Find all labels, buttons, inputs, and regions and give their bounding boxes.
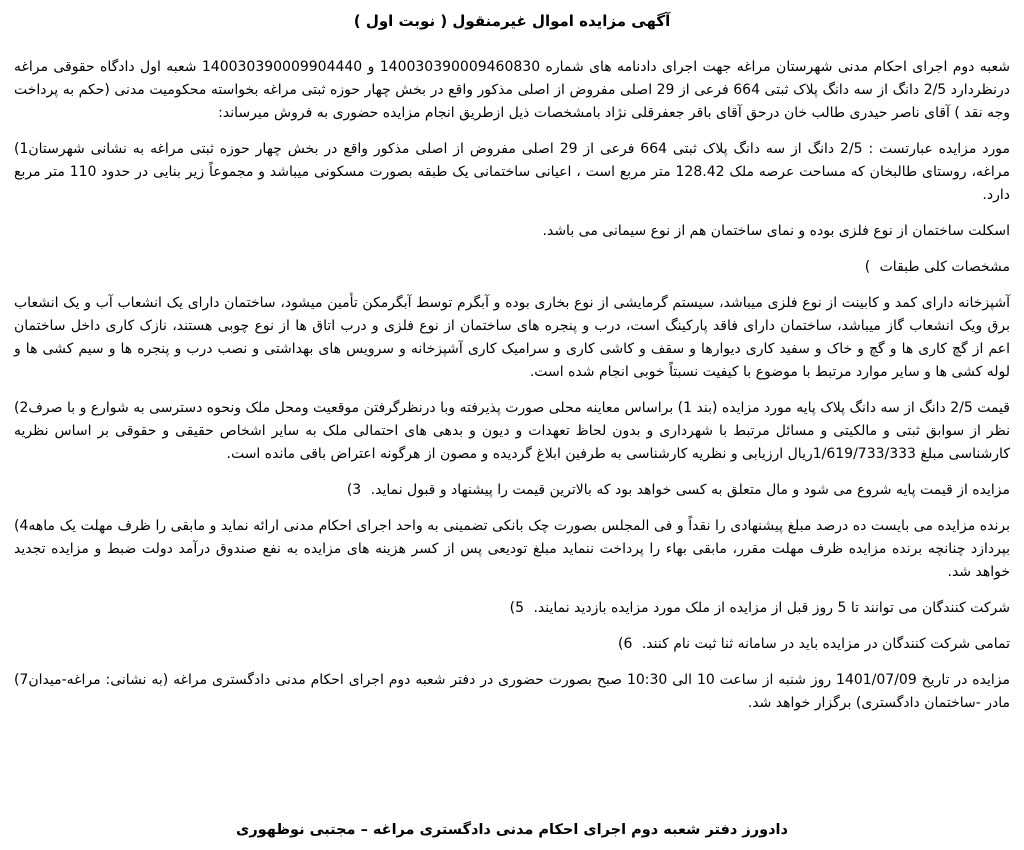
floors-heading-marker: ( [864, 259, 871, 275]
auction-item-3 [14, 479, 1010, 502]
auction-item-5 [14, 597, 1010, 620]
signature-line: دادورز دفتر شعبه دوم اجرای احکام مدنی دادگستری مراغه – مجتبی نوظهوری [236, 822, 788, 838]
paragraph-text: قیمت 2/5 دانگ از سه دانگ پلاک پایه مورد مزایده (بند 1) براساس معاینه محلی صورت پذیرفته وبا درنظرگرفتن موقعیت ومحل ملک ونحوه دسترسی به شوارع و با صرف نظر از سوابق ثبتی و مالکیتی و مسائل مرتبط با شهرداری و بدون لحاظ تعهدات و دیون و بدهی های احتمالی ملک به سایر اشخاص حقیقی و حقوقی بر اساس نظریه کارشناسی مبلغ 1/619/733/333ریال ارزیابی و نظریه کارشناسی به طرفین ابلاغ گردیده و مصون از هرگونه اعتراض باقی مانده است. [14, 400, 1010, 462]
paragraph-text: مشخصات کلی طبقات [879, 259, 1010, 275]
paragraph-text: برنده مزایده می بایست ده درصد مبلغ پیشنهادی را نقداً و فی المجلس بصورت چک بانکی تضمینی به واحد اجرای احکام مدنی ارائه نماید و مابقی را ظرف مهلت یک ماهه بپردازد چنانچه برنده مزایده ظرف مهلت مقرر، مابقی بهاء را پرداخت ننماید مبلغ تودیعی پس از کسر هزینه های مزایده به نفع صندوق درآمد دولت ضبط و مزایده تجدید خواهد شد. [14, 518, 1010, 580]
item-7-marker: (7 [14, 672, 29, 688]
crest-icon: ♛ [745, 252, 797, 320]
paragraph-text: شعبه دوم اجرای احکام مدنی شهرستان مراغه جهت اجرای دادنامه های شماره 140030390009460830 و 140030390009904440 شعبه اول دادگاه حقوقی مراغه درنظردارد 2/5 دانگ از سه دانگ پلاک ثبتی 664 فرعی از 29 اصلی مفروض از اصلی مذکور واقع در بخش چهار حوزه ثبتی مراغه بخواسته محکومیت مدنی (حکم به پرداخت وجه نقد ) آقای ناصر حیدری طالب خان درحق آقای باقر جعفرقلی نژاد بامشخصات ذیل ازطریق انجام مزایده حضوری به فروش میرساند: [14, 59, 1010, 121]
intro-paragraph [14, 56, 1010, 125]
interior-details-paragraph [14, 292, 1010, 384]
item-3-marker: (3 [346, 482, 362, 498]
page-title: آگهی مزایده اموال غیرمنقول ( نوبت اول ) [353, 12, 671, 30]
stamp-number-text: 9001 [558, 279, 758, 356]
auction-item-6 [14, 633, 1010, 656]
paragraph-text: شرکت کنندگان می توانند تا 5 روز قبل از مزایده از ملک مورد مزایده بازدید نمایند. [533, 600, 1010, 616]
item-2-marker: (2 [14, 400, 29, 416]
item-5-marker: (5 [509, 600, 525, 616]
paragraph-text: مزایده در تاریخ 1401/07/09 روز شنبه از ساعت 10 الی 10:30 صبح بصورت حضوری در دفتر شعبه دوم اجرای احکام مدنی دادگستری مراغه (به نشانی: مراغه-میدان مادر -ساختمان دادگستری) برگزار خواهد شد. [28, 672, 1010, 711]
auction-item-7 [14, 669, 1010, 715]
paragraph-text: تمامی شرکت کنندگان در مزایده باید در سامانه ثنا ثبت نام کنند. [641, 636, 1010, 652]
item-1-marker: (1 [14, 141, 29, 157]
structure-note-paragraph [14, 220, 1010, 243]
paragraph-text: مورد مزایده عبارتست : 2/5 دانگ از سه دانگ پلاک ثبتی 664 فرعی از 29 اصلی مفروض از اصلی مذکور واقع در بخش چهار حوزه ثبتی مراغه به نشانی شهرستان مراغه، روستای طالبخان که مساحت عرصه ملک 128.42 متر مربع است ، اعیانی ساختمانی یک طبقه بصورت مسکونی میباشد و مجموعاً زیر بنایی در حدود 110 متر مربع دارد. [14, 141, 1010, 203]
auction-item-4 [14, 515, 1010, 584]
paragraph-text: مزایده از قیمت پایه شروع می شود و مال متعلق به کسی خواهد بود که بالاترین قیمت را پیشنهاد و قبول نماید. [370, 482, 1010, 498]
auction-item-1 [14, 138, 1010, 207]
auction-item-2 [14, 397, 1010, 466]
floors-heading [14, 256, 1010, 279]
item-6-marker: (6 [618, 636, 633, 652]
paragraph-text: اسکلت ساختمان از نوع فلزی بوده و نمای ساختمان هم از نوع سیمانی می باشد. [542, 223, 1010, 239]
paragraph-text: آشپزخانه دارای کمد و کابینت از نوع فلزی میباشد، سیستم گرمایشی از نوع بخاری بوده و آبگرم توسط آبگرمکن تأمین میشود، ساختمان دارای یک انشعاب آب و یک انشعاب برق ویک انشعاب گاز میباشد، ساختمان دارای فاقد پارکینگ است، درب و پنجره های ساختمان از نوع فلزی و درب اتاق ها از نوع چوبی هستند، نازک کاری داخل ساختمان اعم از گچ کاری ها و گچ و خاک و سفید کاری دیوارها و سقف و کاشی کاری و سرامیک کاری آشپزخانه و سرویس های بهداشتی و نصب درب و پنجره ها و سیم کشی ها و لوله کشی ها و سایر موارد مرتبط با موضوع با کیفیت نسبتاً خوبی انجام شده است. [14, 295, 1010, 380]
item-4-marker: (4 [14, 518, 29, 534]
